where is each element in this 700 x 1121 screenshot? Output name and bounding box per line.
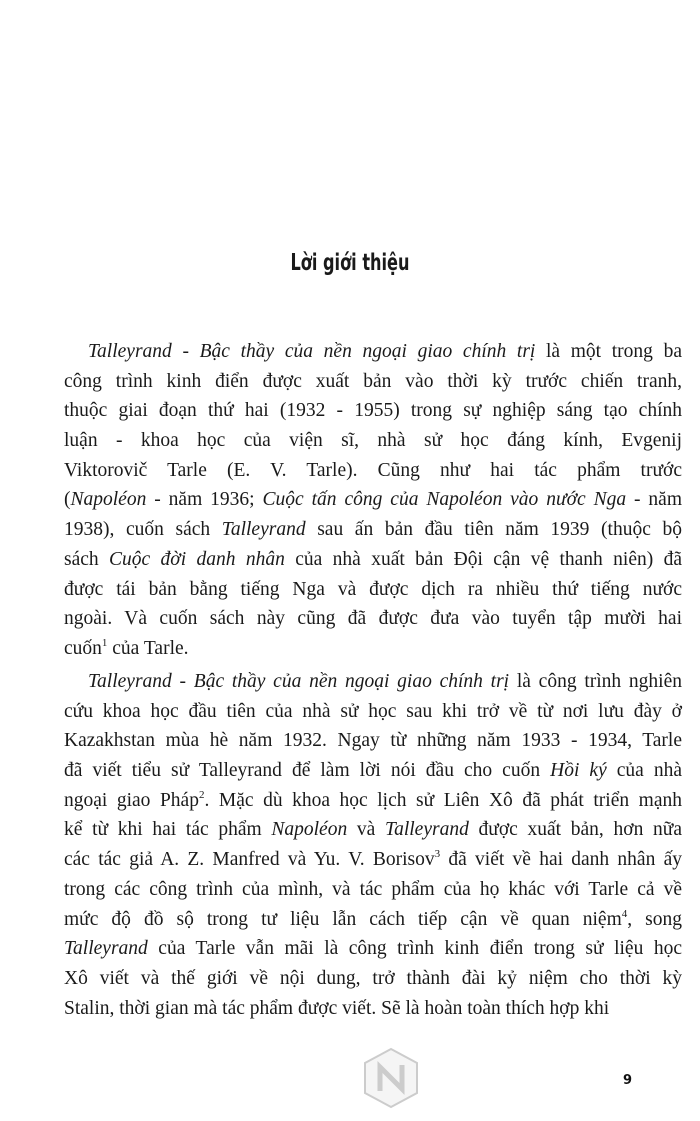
paragraph-1 xyxy=(64,337,682,664)
text-line xyxy=(64,485,682,515)
text-line xyxy=(64,545,682,575)
footnote-marker: 4 xyxy=(621,907,628,920)
text-line xyxy=(64,697,682,727)
text-line xyxy=(64,426,682,456)
watermark xyxy=(362,1047,428,1109)
text-line xyxy=(64,575,682,605)
text-run: ( xyxy=(64,489,71,511)
text-line xyxy=(64,756,682,786)
footnote-marker: 2 xyxy=(198,788,205,801)
text-run: sách xyxy=(64,548,110,570)
italic-title: Hồi ký xyxy=(550,760,607,782)
text-run: mức độ đồ sộ trong tư liệu lẫn cách tiếp cận về quan niệm xyxy=(64,908,622,930)
italic-title: Talleyrand - Bậc thầy của nền ngoại giao chính trị xyxy=(88,341,536,362)
text-run: Stalin, thời gian mà tác phẩm được viết. Sẽ là hoàn toàn thích hợp khi xyxy=(64,997,610,1019)
text-run: được xuất bản, hơn nữa xyxy=(468,819,682,841)
text-run: trong các công trình của mình, và tác phẩm của họ khác với Tarle cả về xyxy=(64,878,682,900)
italic-title: Cuộc đời danh nhân xyxy=(109,548,285,570)
text-line xyxy=(64,815,682,845)
text-line xyxy=(64,515,682,545)
text-run: các tác giả A. Z. Manfred và Yu. V. Borisov xyxy=(64,849,435,871)
italic-title: Talleyrand xyxy=(64,938,148,960)
text-run: Viktorovič Tarle (E. V. Tarle). Cũng như hai tác phẩm trước xyxy=(64,459,682,481)
text-line xyxy=(64,875,682,905)
paragraph-2 xyxy=(64,667,682,1023)
text-line xyxy=(64,367,682,397)
text-run: kể từ khi hai tác phẩm xyxy=(64,819,272,841)
text-run: được tái bản bằng tiếng Nga và được dịch ra nhiều thứ tiếng nước xyxy=(64,578,682,600)
text-run: luận - khoa học của viện sĩ, nhà sử học đáng kính, Evgenij xyxy=(64,430,682,452)
text-line xyxy=(64,337,682,367)
text-run: của Tarle vẫn mãi là công trình kinh điển trong sử liệu học xyxy=(147,938,682,960)
italic-title: Cuộc tấn công của Napoléon vào nước Nga xyxy=(262,489,627,511)
text-line xyxy=(64,845,682,875)
text-run: công trình kinh điển được xuất bản vào thời kỳ trước chiến tranh, xyxy=(64,370,682,392)
text-line xyxy=(64,634,682,664)
text-run: của nhà xyxy=(606,760,683,782)
text-run: . Mặc dù khoa học lịch sử Liên Xô đã phát triển mạnh xyxy=(204,789,682,811)
text-run: - năm 1936; xyxy=(146,489,263,511)
text-line xyxy=(64,994,682,1024)
text-line xyxy=(64,964,682,994)
footnote-marker: 1 xyxy=(101,636,108,649)
text-run: Xô viết và thế giới về nội dung, trở thành đài kỷ niệm cho thời kỳ xyxy=(64,967,682,989)
text-run: đã viết tiểu sử Talleyrand để làm lời nói đầu cho cuốn xyxy=(64,760,551,782)
text-run: , song xyxy=(627,908,683,930)
text-run: - năm xyxy=(626,489,683,511)
italic-title: Talleyrand xyxy=(221,519,306,541)
text-line xyxy=(64,396,682,426)
italic-title: Napoléon xyxy=(70,489,147,511)
text-run: và xyxy=(347,819,386,841)
text-run: ngoại giao Pháp xyxy=(64,789,199,811)
text-line xyxy=(64,667,682,697)
text-run: đã viết về hai danh nhân ấy xyxy=(440,849,682,871)
text-run: 1938), cuốn sách xyxy=(64,519,222,541)
text-run: cứu khoa học đầu tiên của nhà sử học sau khi trở về từ nơi lưu đày ở xyxy=(64,700,682,722)
page-number: 9 xyxy=(623,1073,633,1088)
text-line xyxy=(64,786,682,816)
netabooks-logo-icon xyxy=(362,1047,420,1109)
italic-title: Napoléon xyxy=(271,819,348,841)
text-run: của Tarle. xyxy=(107,637,189,659)
page-title: Lời giới thiệu xyxy=(290,250,410,276)
footnote-marker: 3 xyxy=(434,848,441,861)
text-run: ngoài. Và cuốn sách này cũng đã được đưa vào tuyển tập mười hai xyxy=(64,608,682,630)
text-run: thuộc giai đoạn thứ hai (1932 - 1955) trong sự nghiệp sáng tạo chính xyxy=(64,400,682,422)
text-line xyxy=(64,934,682,964)
italic-title: Talleyrand xyxy=(385,819,469,841)
text-line xyxy=(64,905,682,935)
text-line xyxy=(64,604,682,634)
text-run: là một trong ba xyxy=(535,341,682,362)
text-line xyxy=(64,456,682,486)
text-run: cuốn xyxy=(64,637,102,659)
italic-title: Talleyrand - Bậc thầy của nền ngoại giao chính trị xyxy=(88,671,510,692)
text-run: là công trình nghiên xyxy=(509,671,682,692)
text-run: Kazakhstan mùa hè năm 1932. Ngay từ những năm 1933 - 1934, Tarle xyxy=(64,730,682,752)
text-run: của nhà xuất bản Đội cận vệ thanh niên) đã xyxy=(284,548,682,570)
text-run: sau ấn bản đầu tiên năm 1939 (thuộc bộ xyxy=(305,519,682,541)
text-line xyxy=(64,726,682,756)
